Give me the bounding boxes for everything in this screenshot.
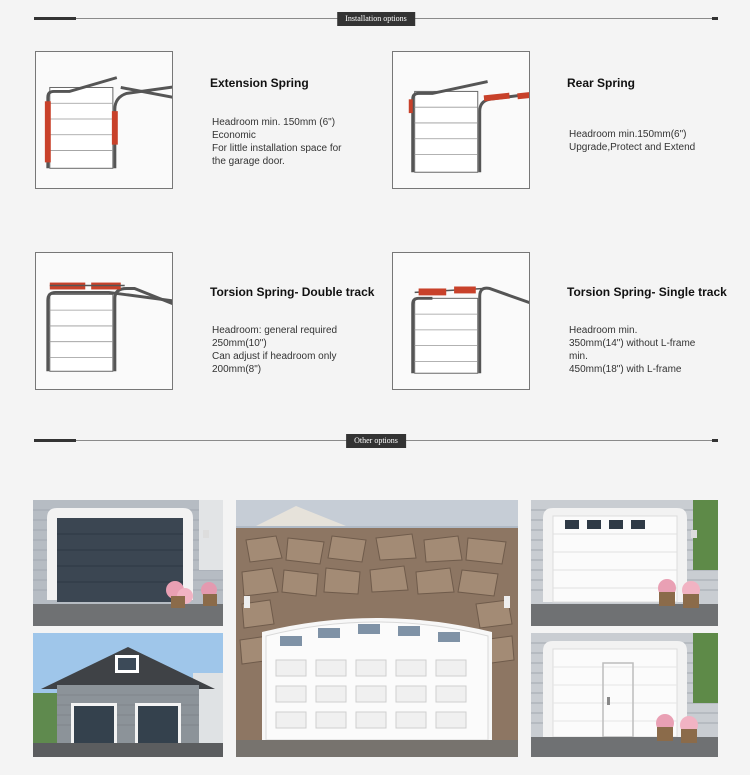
divider-cap-right — [712, 17, 718, 20]
divider-cap-left — [34, 17, 76, 20]
installation-options-label: Installation options — [337, 12, 415, 26]
torsion-double-track-title: Torsion Spring- Double track — [210, 285, 375, 299]
rear-spring-diagram — [392, 51, 530, 189]
dark-grey-door-photo — [33, 500, 223, 626]
torsion-double-track-description: Headroom: general required 250mm(10") Can adjust if headroom only 200mm(8") — [212, 325, 338, 375]
extension-spring-description: Headroom min. 150mm (6") Economic For little installation space for the garage door. — [212, 117, 342, 167]
extension-spring-diagram — [35, 51, 173, 189]
extension-spring-title: Extension Spring — [210, 76, 309, 90]
divider-cap-right — [712, 439, 718, 442]
installation-options-divider — [34, 12, 718, 26]
stone-wall-arched-door-photo — [236, 500, 518, 757]
double-garage-house-photo — [33, 633, 223, 757]
white-door-pedestrian-photo — [531, 633, 718, 757]
rear-spring-description: Headroom min.150mm(6") Upgrade,Protect and Extend — [569, 129, 696, 153]
other-options-label: Other options — [346, 434, 406, 448]
other-options-divider — [34, 434, 718, 448]
torsion-single-track-description: Headroom min. 350mm(14") without L-frame min. 450mm(18") with L-frame — [569, 325, 696, 375]
rear-spring-title: Rear Spring — [567, 76, 636, 90]
white-door-windows-photo — [531, 500, 718, 626]
torsion-single-track-title: Torsion Spring- Single track — [567, 285, 727, 299]
torsion-single-track-diagram — [392, 252, 530, 390]
torsion-double-track-diagram — [35, 252, 173, 390]
divider-cap-left — [34, 439, 76, 442]
